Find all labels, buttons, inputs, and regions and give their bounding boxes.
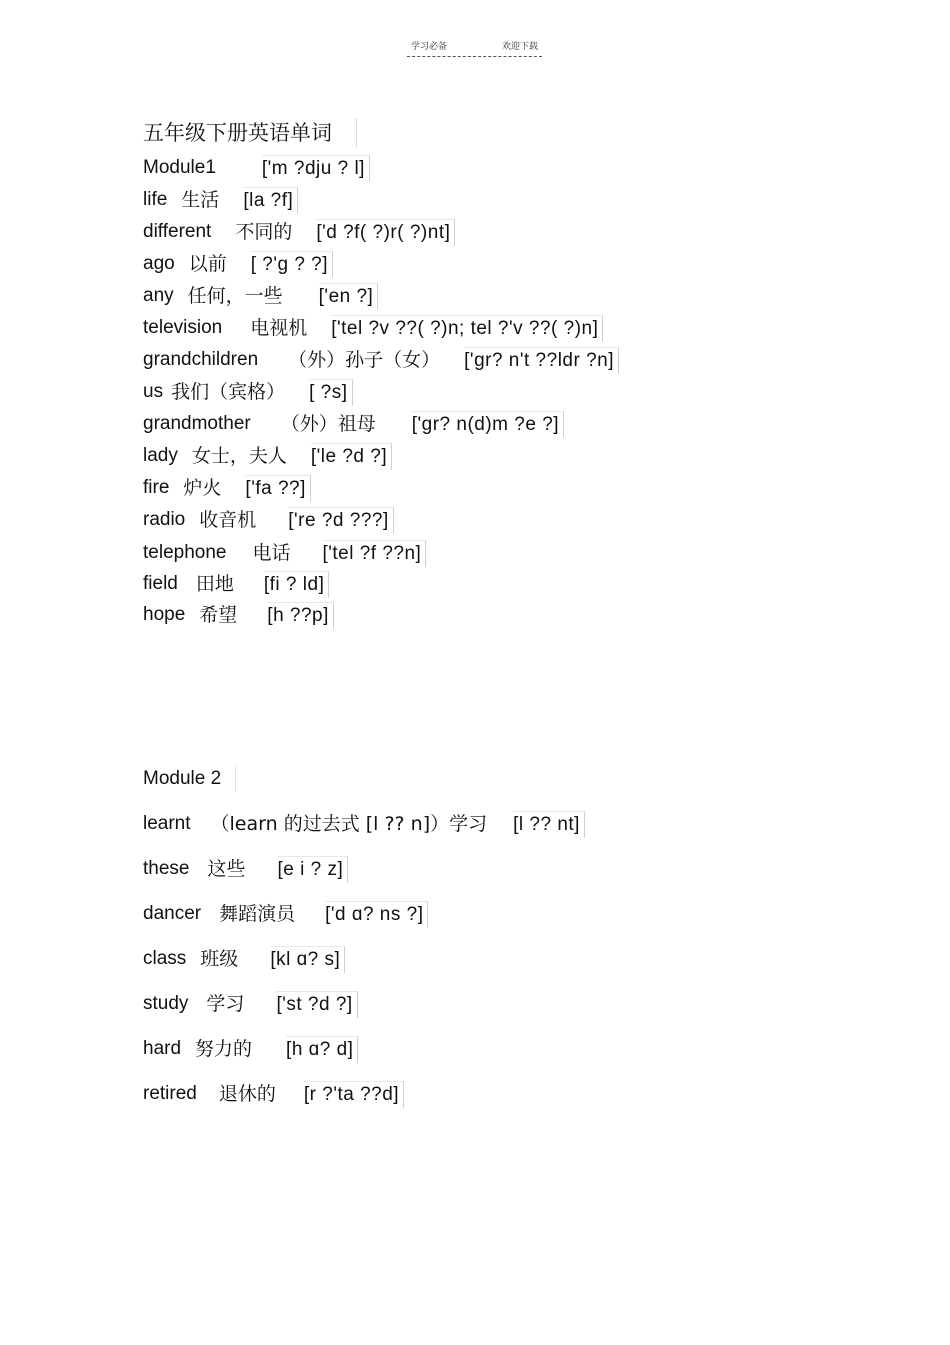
vocab-phonetic: [e i ? z] (278, 856, 349, 883)
header-right-text: 欢迎下载 (501, 42, 538, 52)
vocab-phonetic: [fi ? ld] (264, 571, 329, 598)
vocab-row (143, 219, 455, 245)
vocab-meaning: （外）孙子（女） (288, 349, 441, 371)
vocab-phonetic: [r ?'ta ??d] (304, 1081, 404, 1108)
vocab-meaning: 学习 (206, 993, 245, 1015)
vocab-row (143, 283, 378, 309)
vocab-meaning: 收音机 (199, 509, 257, 531)
vocab-phonetic: ['re ?d ???] (288, 507, 393, 534)
vocab-meaning: （外）祖母 (280, 413, 376, 435)
vocab-word: us (143, 381, 164, 402)
vocab-phonetic: [h ɑ? d] (286, 1036, 358, 1063)
page-header (407, 39, 542, 57)
vocab-row (143, 475, 311, 501)
vocab-row (143, 1036, 358, 1062)
vocab-word: television (143, 317, 223, 338)
vocab-row (143, 602, 334, 628)
vocab-word: dancer (143, 903, 202, 924)
vocab-phonetic: ['en ?] (319, 283, 379, 310)
vocab-row (143, 991, 358, 1017)
vocab-word: fire (143, 477, 170, 498)
vocab-row (143, 571, 329, 597)
vocab-meaning: 努力的 (195, 1038, 253, 1060)
module2-heading: Module 2 (143, 766, 236, 792)
vocab-phonetic: ['fa ??] (245, 475, 310, 502)
vocab-meaning: 生活 (181, 189, 220, 211)
vocab-phonetic: [ ?'g ? ?] (251, 251, 333, 278)
vocab-meaning: 炉火 (183, 477, 222, 499)
vocab-row (143, 1081, 404, 1107)
vocab-phonetic: [la ?f] (243, 187, 298, 214)
vocab-word: telephone (143, 542, 227, 563)
vocab-row (143, 946, 345, 972)
vocab-phonetic: ['gr? n't ??ldr ?n] (464, 347, 619, 374)
vocab-phonetic: ['tel ?v ??( ?)n; tel ?'v ??( ?)n] (331, 315, 603, 342)
vocab-row (143, 251, 333, 277)
vocab-word: ago (143, 253, 175, 274)
vocab-word: grandchildren (143, 349, 259, 370)
vocab-meaning: 女士，夫人 (191, 445, 287, 467)
vocab-word: class (143, 948, 187, 969)
vocab-phonetic: [kl ɑ? s] (270, 946, 345, 973)
vocab-word: any (143, 285, 174, 306)
vocab-word: field (143, 573, 178, 594)
vocab-row (143, 856, 348, 882)
module1-heading-phonetic: ['m ?dju ? l] (262, 155, 370, 182)
vocab-phonetic: [l ?? nt] (513, 811, 585, 838)
vocab-word: lady (143, 445, 178, 466)
vocab-meaning: 不同的 (235, 221, 293, 243)
vocab-row (143, 379, 353, 405)
vocab-phonetic: [h ??p] (267, 602, 334, 629)
vocab-phonetic: ['st ?d ?] (276, 991, 357, 1018)
vocab-phonetic: ['d ?f( ?)r( ?)nt] (316, 219, 455, 246)
vocab-phonetic: ['d ɑ? ns ?] (325, 901, 428, 928)
vocab-row (143, 315, 603, 341)
vocab-meaning: 任何，一些 (187, 285, 283, 307)
vocab-meaning: 舞蹈演员 (219, 903, 296, 925)
vocab-word: different (143, 221, 212, 242)
vocab-word: these (143, 858, 190, 879)
module1-heading-row (143, 155, 370, 181)
vocab-phonetic: ['gr? n(d)m ?e ?] (412, 411, 564, 438)
header-left-text: 学习必备 (411, 42, 448, 52)
vocab-row (143, 411, 564, 437)
vocab-row (143, 901, 428, 927)
vocab-row (143, 507, 394, 533)
vocab-row (143, 347, 619, 373)
vocab-row (143, 443, 392, 469)
vocab-word: study (143, 993, 189, 1014)
vocab-meaning: 田地 (195, 573, 234, 595)
vocab-word: hard (143, 1038, 182, 1059)
vocab-phonetic: ['le ?d ?] (311, 443, 392, 470)
vocab-word: hope (143, 604, 186, 625)
vocab-meaning: 电话 (252, 542, 291, 564)
vocab-meaning: 电视机 (250, 317, 308, 339)
vocab-meaning: （learn 的过去式 [l ?? n]）学习 (210, 813, 488, 835)
page-title: 五年级下册英语单词 (143, 118, 357, 148)
vocab-phonetic: [ ?s] (309, 379, 352, 406)
vocab-meaning: 希望 (199, 604, 238, 626)
vocab-meaning: 以前 (188, 253, 227, 275)
vocab-row (143, 187, 298, 213)
vocab-meaning: 班级 (200, 948, 239, 970)
vocab-row (143, 811, 585, 837)
vocab-meaning: 我们（宾格） (171, 381, 286, 403)
vocab-word: life (143, 189, 168, 210)
vocab-meaning: 这些 (207, 858, 246, 880)
vocab-word: retired (143, 1083, 197, 1104)
vocab-row (143, 540, 426, 566)
vocab-word: radio (143, 509, 186, 530)
vocab-phonetic: ['tel ?f ??n] (322, 540, 426, 567)
vocab-word: learnt (143, 813, 191, 834)
vocab-word: grandmother (143, 413, 251, 434)
vocab-meaning: 退休的 (218, 1083, 276, 1105)
module1-heading: Module1 (143, 157, 216, 178)
